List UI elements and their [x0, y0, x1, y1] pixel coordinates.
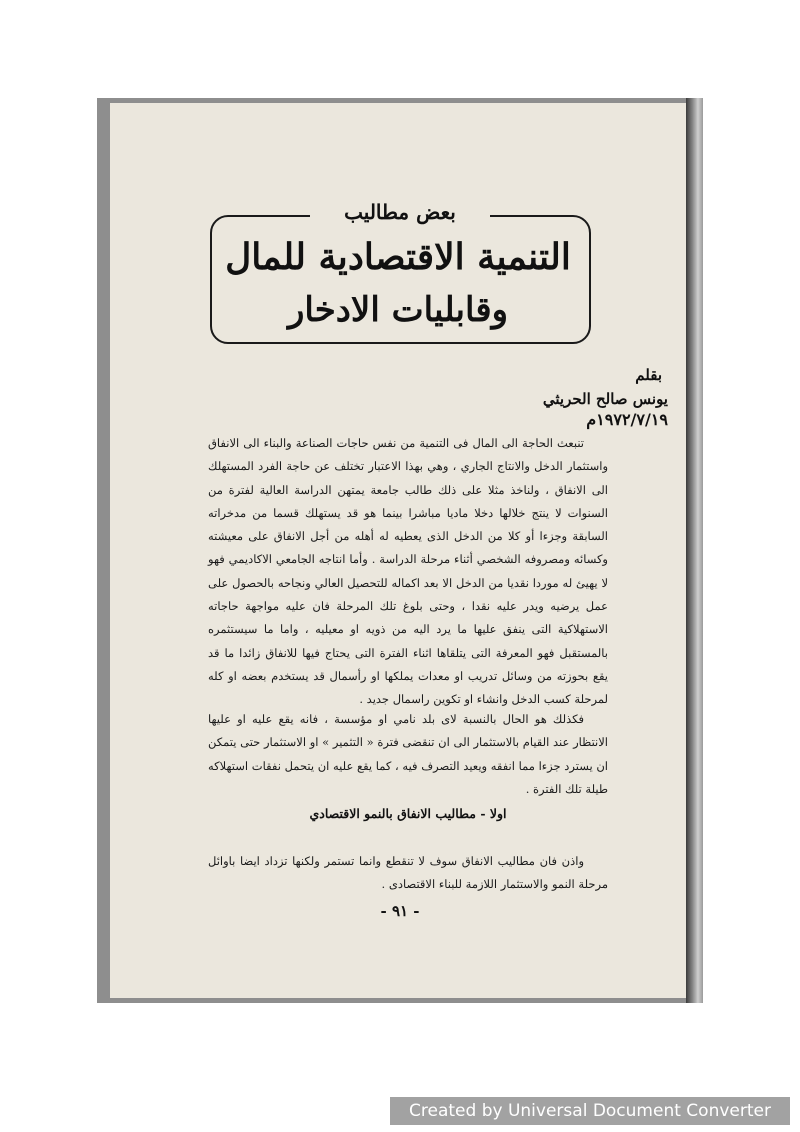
paragraph-1: تنبعث الحاجة الى المال فى التنمية من نفس حاجات الصناعة والبناء الى الانفاق واستثمار الدخل والانتاج الجاري ، وهي بهذا الاعتبار تختلف عن حاجة الفرد المستهلك الى الانفاق ، ولناخذ مثلا على ذلك طالب جامعة يمتهن الدراسة العالية لفترة من السنوات لا ينتج خلالها دخلا ماديا مباشرا بينما هو قد يستهلك قسما من مدخراته السابقة وجزءا أو كلا من الدخل الذى يعطيه له أهله من أجل الانفاق على معيشته وكسائه ومصروفه الشخصي أثناء مرحلة الدراسة . وأما انتاجه الجامعي الاكاديمي فهو لا يهيئ له موردا نقديا من الدخل الا بعد اكماله للتحصيل العالي ونجاحه بالحصول على عمل يرضيه ويدر عليه نقدا ، وحتى بلوغ تلك المرحلة فان عليه مواجهة حاجاته الاستهلاكية التى ينفق عليها ما يرد اليه من ذويه او معيليه ، واما ما سيستثمره بالمستقبل فهو المعرفة التى يتلقاها اثناء الفترة التى يحتاج فيها للانفاق زائدا ما قد يقع بحوزته من وسائل تدريب او معدات يملكها او رأسمال قد يستخدم بعضه او كله لمرحلة كسب الدخل وانشاء او تكوين راسمال جديد .	[208, 436, 608, 707]
author-name: يونس صالح الحريثي	[542, 390, 668, 408]
byline-label: بقلم	[635, 366, 662, 384]
article-title-line-1: التنمية الاقتصادية للمال	[225, 236, 571, 278]
article-title-line-2: وقابليات الادخار	[288, 290, 508, 330]
paragraph-3: واذن فان مطاليب الانفاق سوف لا تنقطع وانما تستمر ولكنها تزداد ايضا باوائل مرحلة النمو والاستثمار اللازمة للبناء الاقتصادى .	[208, 854, 608, 892]
page-number: - ٩١ -	[380, 902, 420, 920]
section-heading: اولا - مطاليب الانفاق بالنمو الاقتصادي	[309, 806, 507, 821]
book-spine	[686, 98, 703, 1003]
converter-watermark: Created by Universal Document Converter	[390, 1097, 790, 1125]
paragraph-2: فكذلك هو الحال بالنسبة لاى بلد نامي او مؤسسة ، فانه يقع عليه او عليها الانتظار عند القيام بالاستثمار الى ان تنقضى فترة « التثمير » او الاستثمار حتى يتمكن ان يسترد جزءا مما انفقه ويعيد التصرف فيه ، كما يقع عليه ان يتحمل نفقات استهلاكه طيلة تلك الفترة .	[208, 712, 608, 796]
title-kicker: بعض مطاليب	[310, 198, 490, 226]
article-date: ١٩٧٢/٧/١٩م	[586, 410, 668, 429]
